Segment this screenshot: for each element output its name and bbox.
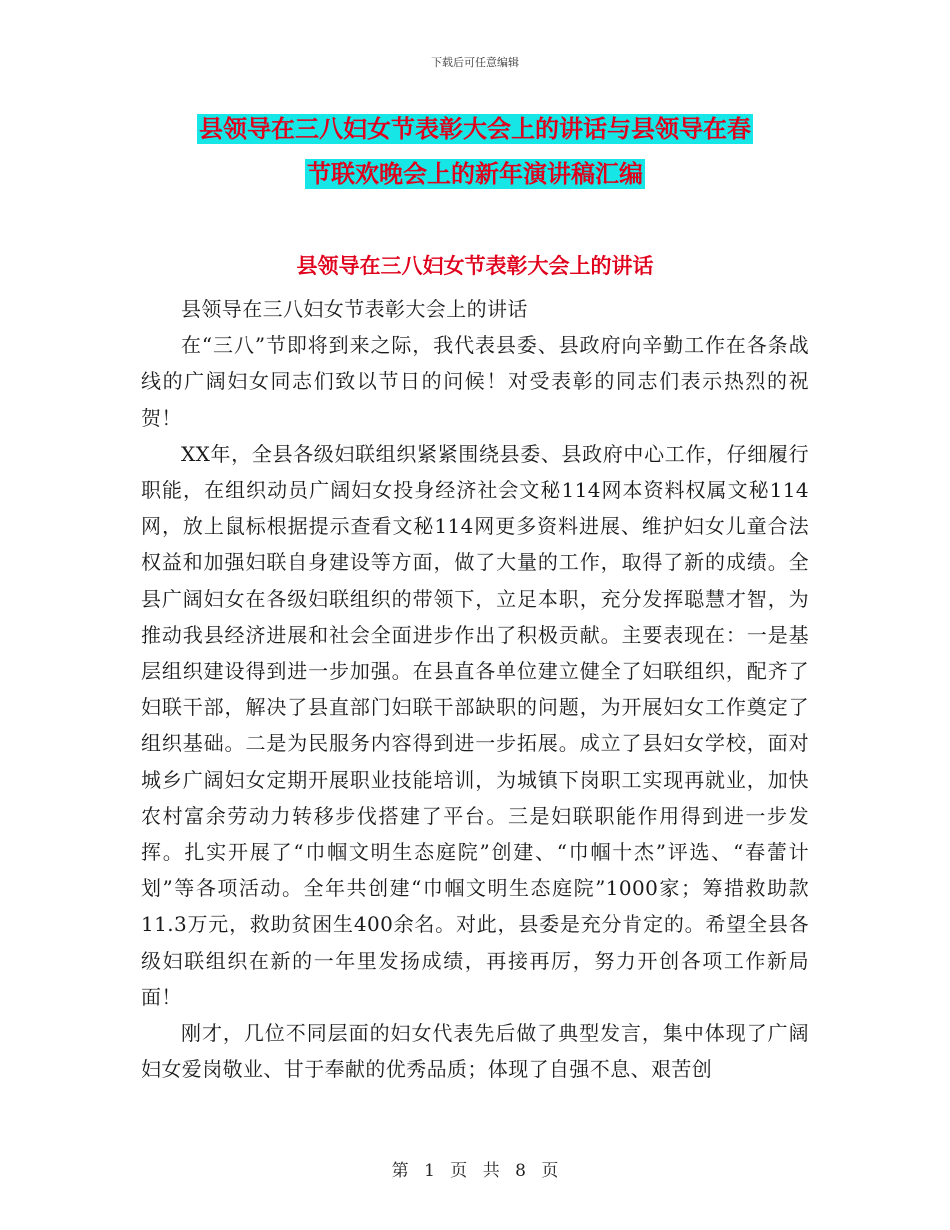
main-title-line-1 bbox=[0, 112, 950, 146]
body-text bbox=[141, 291, 809, 1087]
section-title: 县领导在三八妇女节表彰大会上的讲话 bbox=[296, 254, 654, 278]
current-page-number: 1 bbox=[424, 1161, 435, 1181]
footer-word: 页 bbox=[450, 1161, 468, 1181]
main-title-line-2-text: 节联欢晚会上的新年演讲稿汇编 bbox=[307, 160, 643, 188]
paragraph: XX年，全县各级妇联组织紧紧围绕县委、县政府中心工作，仔细履行职能，在组织动员广阔妇女投身经济社会文秘114网本资料权属文秘114网，放上鼠标根据提示查看文秘114网更多资料进展、维护妇女儿童合法权益和加强妇联自身建设等方面，做了大量的工作，取得了新的成绩。全县广阔妇女在各级妇联组织的带领下，立足本职，充分发挥聪慧才智，为推动我县经济进展和社会全面进步作出了积极贡献。主要表现在：一是基层组织建设得到进一步加强。在县直各单位建立健全了妇联组织，配齐了妇联干部，解决了县直部门妇联干部缺职的问题，为开展妇女工作奠定了组织基础。二是为民服务内容得到进一步拓展。成立了县妇女学校，面对城乡广阔妇女定期开展职业技能培训，为城镇下岗职工实现再就业，加快农村富余劳动力转移步伐搭建了平台。三是妇联职能作用得到进一步发挥。扎实开展了“巾帼文明生态庭院”创建、“巾帼十杰”评选、“春蕾计划”等各项活动。全年共创建“巾帼文明生态庭院”1000家；筹措救助款11.3万元，救助贫困生400余名。对此，县委是充分肯定的。希望全县各级妇联组织在新的一年里发扬成绩，再接再厉，努力开创各项工作新局面！ bbox=[141, 441, 809, 1009]
main-title-line-2 bbox=[0, 157, 950, 191]
footer-word: 第 bbox=[391, 1161, 409, 1181]
main-title-line-1-text: 县领导在三八妇女节表彰大会上的讲话与县领导在春 bbox=[199, 115, 751, 143]
paragraph: 刚才，几位不同层面的妇女代表先后做了典型发言，集中体现了广阔妇女爱岗敬业、甘于奉献的优秀品质；体现了自强不息、艰苦创 bbox=[141, 1021, 809, 1082]
paragraph: 县领导在三八妇女节表彰大会上的讲话 bbox=[181, 297, 528, 321]
total-page-count: 8 bbox=[515, 1161, 526, 1181]
page-footer bbox=[0, 1156, 950, 1181]
header-note: 下载后可任意编辑 bbox=[431, 56, 519, 69]
footer-word: 共 bbox=[482, 1161, 500, 1181]
footer-word: 页 bbox=[541, 1161, 559, 1181]
paragraph: 在“三八”节即将到来之际，我代表县委、县政府向辛勤工作在各条战线的广阔妇女同志们致以节日的问候！对受表彰的同志们表示热烈的祝贺！ bbox=[141, 333, 809, 430]
